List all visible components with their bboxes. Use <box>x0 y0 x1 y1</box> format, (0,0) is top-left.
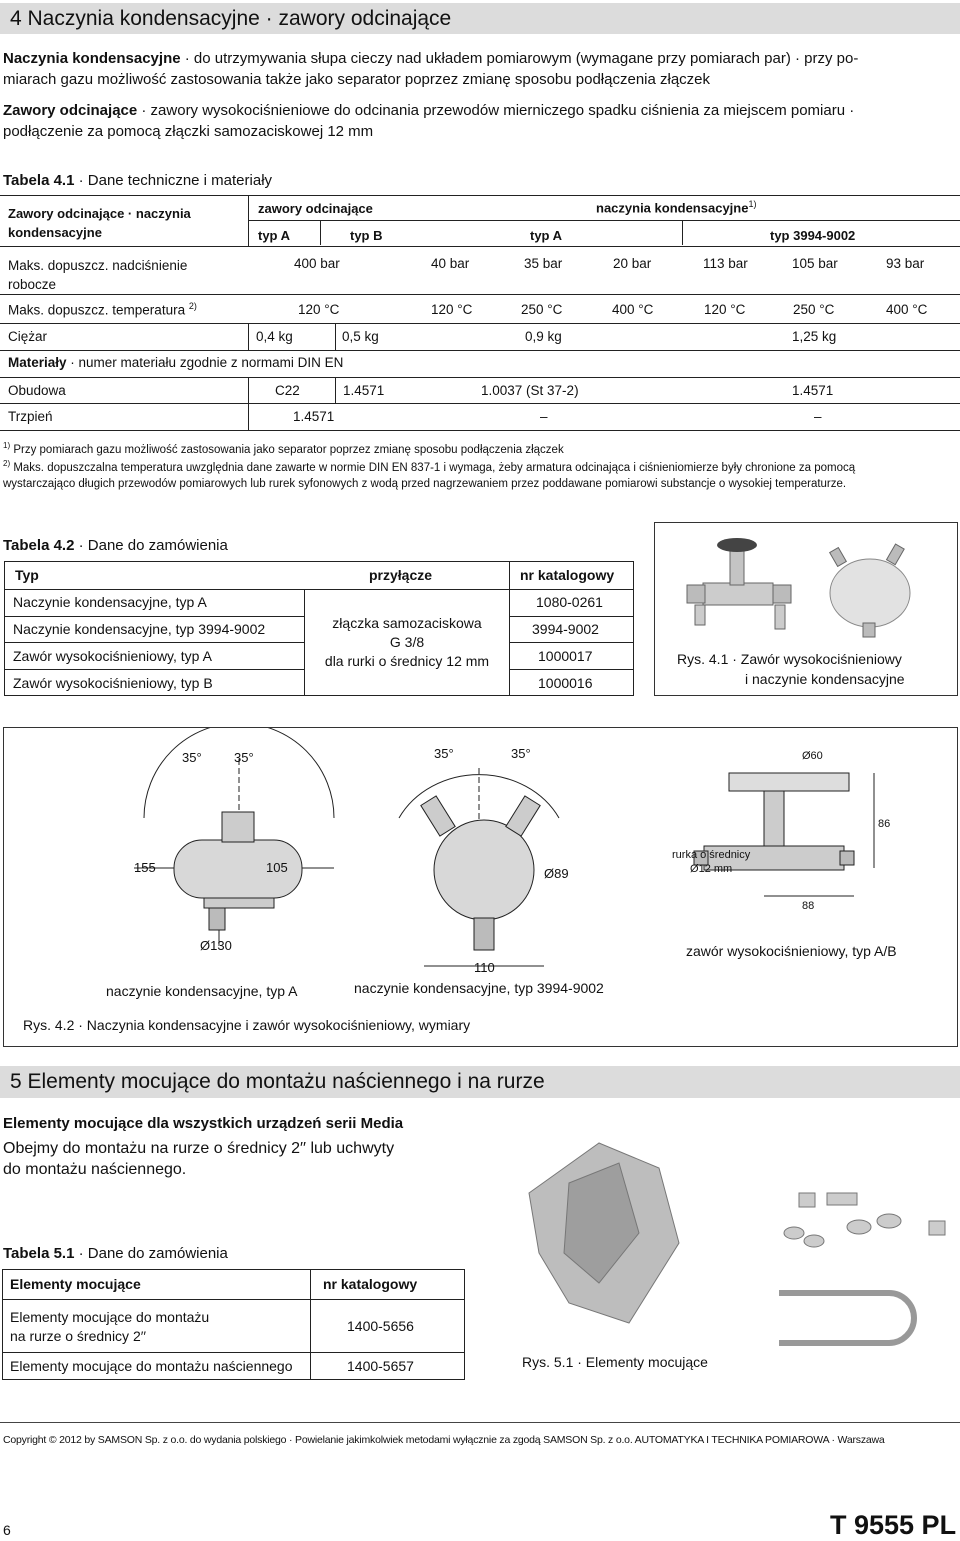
dim-60: Ø60 <box>802 750 823 762</box>
rule <box>5 589 633 590</box>
subheader-valve-typA: typ A <box>258 228 291 243</box>
cell: 1,25 kg <box>792 329 837 344</box>
rule <box>248 323 249 350</box>
cell: 1400-5657 <box>347 1358 414 1374</box>
footnote-1 <box>3 438 958 458</box>
dim-text: Ø12 mm <box>690 863 733 875</box>
footnote-text: wystarczająco długich przewodów pomiarowych lub rurek syfonowych z wodą przed nagrzewaniem przez poddawane pomiarowi substancje o wysokiej temperaturze. <box>3 477 847 490</box>
table-row-cat: 1000017 <box>538 648 593 664</box>
header-text: kondensacyjne <box>8 225 102 240</box>
rule <box>0 377 960 378</box>
cell: 250 °C <box>793 302 835 317</box>
label-valve: zawór wysokociśnieniowy, typ A/B <box>686 943 897 959</box>
footnote-text: Przy pomiarach gazu możliwość zastosowania jako separator poprzez zmianę sposobu podłączenia złączek <box>13 443 564 456</box>
table-row-cat: 1000016 <box>538 675 593 691</box>
dim-86: 86 <box>878 818 891 830</box>
cell: 120 °C <box>431 302 473 317</box>
rule <box>248 220 960 221</box>
rule <box>0 403 960 404</box>
rule <box>310 1270 311 1379</box>
rule <box>3 1352 464 1353</box>
cell: 0,4 kg <box>256 329 293 344</box>
table-row-type: Zawór wysokociśnieniowy, typ B <box>13 675 213 691</box>
rule <box>5 616 304 617</box>
figure-4-1-caption-line2: i naczynie kondensacyjne <box>745 671 905 687</box>
cell: 400 bar <box>294 256 340 271</box>
figure-4-2 <box>3 727 958 1047</box>
term-vessels: Naczynia kondensacyjne <box>3 50 181 67</box>
dim-89: Ø89 <box>544 866 569 881</box>
row-label: Maks. dopuszcz. temperatura <box>8 302 186 318</box>
valve-and-vessel-photo <box>655 523 957 695</box>
vessel-illustration <box>830 544 910 637</box>
col-header-elements: Elementy mocujące <box>10 1276 141 1292</box>
header-text: naczynia kondensacyjne <box>596 200 749 216</box>
caption-label: Tabela 5.1 <box>3 1245 75 1262</box>
cell: 93 bar <box>886 256 925 271</box>
section-5-paragraph <box>3 1138 394 1180</box>
col-header-type: Typ <box>15 567 39 583</box>
tube-diameter-label <box>672 848 750 876</box>
cell: C22 <box>275 383 300 398</box>
rule <box>320 220 321 245</box>
label-vessel-type-a: naczynie kondensacyjne, typ A <box>106 983 298 999</box>
vessel-3994-drawing <box>399 768 559 966</box>
table-4-1-caption <box>3 170 272 191</box>
text-line: · zawory wysokociśnieniowe do odcinania przewodów mierniczego spadku ciśnienia za miejscem pomiaru · <box>137 102 855 119</box>
dim-105: 105 <box>266 860 288 875</box>
table-row-type: Naczynie kondensacyjne, typ A <box>13 594 207 610</box>
rule <box>0 430 960 431</box>
term-valves: Zawory odcinające <box>3 102 138 119</box>
caption-text: · Dane do zamówienia <box>74 537 228 554</box>
table-row-type: Naczynie kondensacyjne, typ 3994-9002 <box>13 621 266 637</box>
cell-text: na rurze o średnicy 2′′ <box>10 1328 146 1344</box>
table-row-cat: 1080-0261 <box>536 594 603 610</box>
cell-text: Elementy mocujące do montażu <box>10 1309 210 1325</box>
caption-label: Tabela 4.2 <box>3 537 75 554</box>
rule <box>0 350 960 351</box>
table-4-2-caption <box>3 535 228 556</box>
figure-5-1 <box>509 1113 956 1380</box>
label-vessel-3994: naczynie kondensacyjne, typ 3994-9002 <box>354 980 604 996</box>
cell: – <box>814 409 822 424</box>
table-row <box>10 1308 209 1346</box>
dim-angle: 35° <box>182 750 202 765</box>
cell: 35 bar <box>524 256 563 271</box>
table-5-1-caption <box>3 1243 228 1264</box>
table-row-type: Zawór wysokociśnieniowy, typ A <box>13 648 212 664</box>
footnote-ref: 1) <box>748 199 757 209</box>
row-label: Materiały <box>8 355 67 370</box>
footnote-2 <box>3 456 958 492</box>
rule <box>335 323 336 350</box>
row-label-body: Obudowa <box>8 383 66 398</box>
rule <box>3 1299 464 1300</box>
cell: 40 bar <box>431 256 470 271</box>
col-header-connection: przyłącze <box>369 567 433 583</box>
rule <box>248 195 249 246</box>
cell: 1400-5656 <box>347 1318 414 1334</box>
valve-drawing <box>694 773 874 896</box>
rule <box>682 220 683 245</box>
table-4-2 <box>4 561 634 696</box>
row-label: robocze <box>8 277 57 292</box>
section-5-subheading: Elementy mocujące dla wszystkich urządzeń serii Media <box>3 1115 404 1132</box>
mounting-parts-photo <box>509 1113 956 1353</box>
u-bolt-illustration <box>779 1293 914 1343</box>
rule <box>509 669 633 670</box>
fig-caption: · Zawór wysokociśnieniowy <box>728 651 902 667</box>
row-label-spindle: Trzpień <box>8 409 53 424</box>
cell: 0,9 kg <box>525 329 562 344</box>
rule <box>509 616 633 617</box>
table-top-rule <box>0 195 960 196</box>
header-left <box>8 204 191 242</box>
header-text: Zawory odcinające · naczynia <box>8 206 191 221</box>
dim-155: 155 <box>134 860 156 875</box>
table-row: Elementy mocujące do montażu naściennego <box>10 1358 293 1374</box>
page-number: 6 <box>3 1522 11 1538</box>
row-label: · numer materiału zgodnie z normami DIN EN <box>66 355 344 370</box>
cell: 400 °C <box>886 302 928 317</box>
cell-text: G 3/8 <box>389 634 425 650</box>
section-4-title: 4 Naczynia kondensacyjne · zawory odcinające <box>0 3 960 34</box>
cell: 20 bar <box>613 256 652 271</box>
rule <box>5 642 304 643</box>
rule <box>5 669 304 670</box>
rule <box>248 377 249 430</box>
caption-text: · Dane techniczne i materiały <box>74 172 273 189</box>
header-valves: zawory odcinające <box>258 201 373 216</box>
figure-4-1 <box>654 522 958 696</box>
row-materials <box>8 355 343 370</box>
cell: 400 °C <box>612 302 654 317</box>
footer-rule <box>0 1422 960 1423</box>
footer-copyright: Copyright © 2012 by SAMSON Sp. z o.o. do wydania polskiego · Powielanie jakimkolwiek metodami wyłącznie za zgodą SAMSON Sp. z o.o. AUTOMATYKA I TECHNIKA POMIAROWA · Warszawa <box>3 1434 885 1446</box>
cell: 250 °C <box>521 302 563 317</box>
rule <box>0 294 960 295</box>
footnote-text: Maks. dopuszczalna temperatura uwzględnia dane zawarte w normie DIN EN 837-1 i wymaga, żeby armatura odcinająca i ciśnieniomierze były chronione za pomocą <box>13 461 856 474</box>
subheader-vessel-typA: typ A <box>530 228 563 243</box>
text-line: miarach gazu możliwość zastosowania także jako separator poprzez zmianę sposobu podłączenia złączek <box>3 71 711 88</box>
caption-label: Tabela 4.1 <box>3 172 75 189</box>
cell: 1.4571 <box>343 383 385 398</box>
text-line: do montażu naściennego. <box>3 1161 187 1178</box>
rule <box>335 377 336 403</box>
col-header-catalog: nr katalogowy <box>520 567 615 583</box>
text-line: Obejmy do montażu na rurze o średnicy 2′′ lub uchwyty <box>3 1140 395 1157</box>
cell: – <box>540 409 548 424</box>
footnote-mark: 1) <box>3 441 11 450</box>
dim-angle: 35° <box>511 746 531 761</box>
dim-angle: 35° <box>434 746 454 761</box>
text-line: · do utrzymywania słupa cieczy nad układem pomiarowym (wymagane przy pomiarach par) · przy po- <box>180 50 859 67</box>
dim-130: Ø130 <box>200 938 232 953</box>
row-label-weight: Ciężar <box>8 329 48 344</box>
rule <box>509 642 633 643</box>
rule <box>509 562 510 695</box>
figure-5-1-caption: Rys. 5.1 · Elementy mocujące <box>522 1354 708 1370</box>
valve-illustration <box>687 538 791 629</box>
figure-4-2-caption: Rys. 4.2 · Naczynia kondensacyjne i zawór wysokociśnieniowy, wymiary <box>23 1017 471 1033</box>
cell: 1.4571 <box>792 383 834 398</box>
dim-angle: 35° <box>234 750 254 765</box>
subheader-valve-typB: typ B <box>350 228 383 243</box>
header-vessels <box>596 199 756 215</box>
text-line: podłączenie za pomocą złączki samozaciskowej 12 mm <box>3 123 374 140</box>
cell-text: złączka samozaciskowa <box>332 615 482 631</box>
intro-paragraph-valves <box>3 100 958 142</box>
col-header-catalog: nr katalogowy <box>323 1276 418 1292</box>
row-label: Maks. dopuszcz. nadciśnienie <box>8 258 188 273</box>
table-row-cat: 3994-9002 <box>532 621 599 637</box>
cell: 120 °C <box>298 302 340 317</box>
bolts-illustration <box>784 1193 945 1247</box>
dim-text: rurka o średnicy <box>672 849 751 861</box>
figure-4-1-label <box>677 651 902 667</box>
cell: 1.0037 (St 37-2) <box>481 383 579 398</box>
section-5-title: 5 Elementy mocujące do montażu naściennego i na rurze <box>0 1066 960 1098</box>
fig-label: Rys. 4.1 <box>677 651 729 667</box>
cell: 120 °C <box>704 302 746 317</box>
rule <box>0 323 960 324</box>
connection-cell <box>305 614 509 671</box>
footnote-mark: 2) <box>3 459 11 468</box>
footnote-ref: 2) <box>188 301 197 311</box>
document-number: T 9555 PL <box>830 1510 957 1540</box>
subheader-vessel-3994: typ 3994-9002 <box>770 228 856 243</box>
dim-110: 110 <box>474 960 495 975</box>
dim-88: 88 <box>802 900 815 912</box>
table-4-1 <box>0 195 960 430</box>
cell: 0,5 kg <box>342 329 379 344</box>
cell-text: dla rurki o średnicy 12 mm <box>324 653 490 669</box>
table-5-1 <box>2 1269 465 1380</box>
cell: 1.4571 <box>293 409 335 424</box>
cell: 105 bar <box>792 256 838 271</box>
cell: 113 bar <box>703 256 748 271</box>
caption-text: · Dane do zamówienia <box>74 1245 228 1262</box>
row-label-temp <box>8 301 197 318</box>
row-label-pressure <box>8 256 187 294</box>
rule <box>0 246 960 247</box>
intro-paragraph-vessels <box>3 48 958 90</box>
bracket-illustration <box>529 1143 679 1323</box>
